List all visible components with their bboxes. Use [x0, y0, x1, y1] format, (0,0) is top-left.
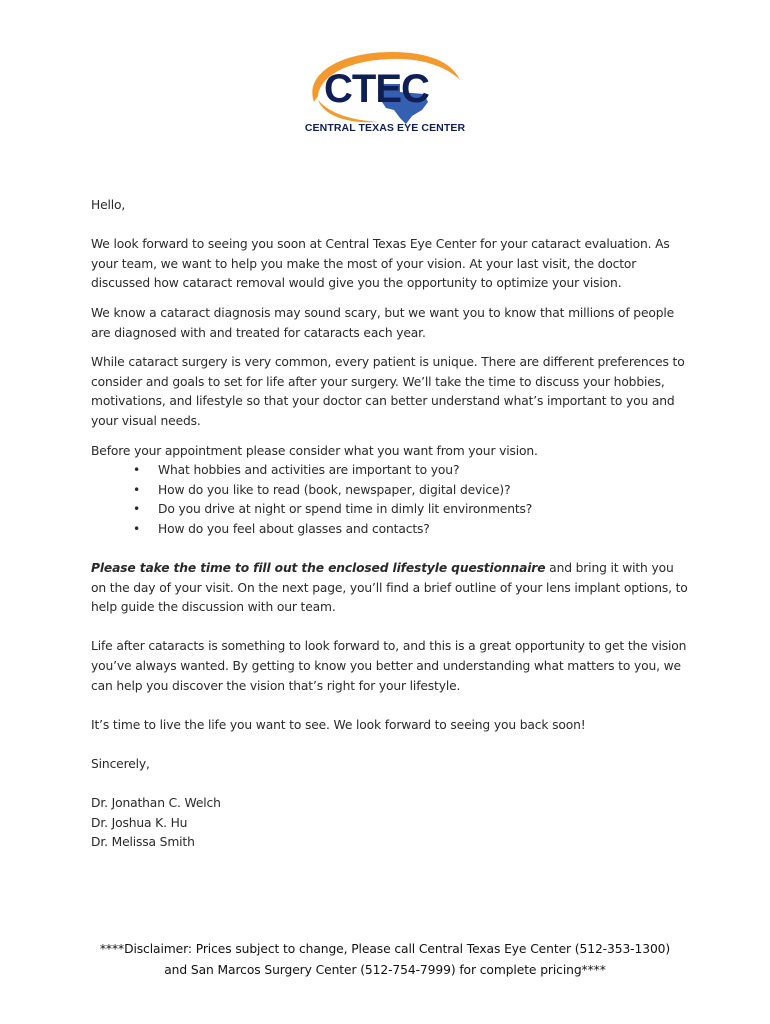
bullet-icon: • [133, 502, 141, 517]
questionnaire-rest: and bring it with you on the day of your visit. On the next page, you’ll find a brief outline of your lens implant options, to help guide the discussion with our team. [91, 561, 688, 615]
bullet-icon: • [133, 482, 141, 497]
questionnaire-emphasis: Please take the time to fill out the enclosed lifestyle questionnaire [91, 561, 546, 576]
pricing-disclaimer [0, 939, 770, 981]
paragraph-intro: We look forward to seeing you soon at Central Texas Eye Center for your cataract evaluation. As your team, we want to help you make the most of your vision. At your last visit, the doctor discussed how cataract removal would give you the opportunity to optimize your vision. [91, 237, 670, 291]
paragraph-unique-patient: While cataract surgery is very common, every patient is unique. There are different preferences to consider and goals to set for life after your surgery. We’ll take the time to discuss your hobbies, motivations, and lifestyle so that your doctor can better understand what’s important to you and your visual needs. [91, 355, 685, 428]
considerations-list [91, 461, 691, 539]
disclaimer-line-1: ****Disclaimer: Prices subject to change, Please call Central Texas Eye Center (512-353-1300) [99, 942, 671, 956]
list-item: • How do you feel about glasses and contacts? [91, 520, 691, 540]
disclaimer-line-2: and San Marcos Surgery Center (512-754-7999) for complete pricing**** [164, 963, 606, 977]
paragraph-closing-line: It’s time to live the life you want to see. We look forward to seeing you back soon! [91, 717, 586, 732]
paragraph-reassurance: We know a cataract diagnosis may sound scary, but we want you to know that millions of people are diagnosed with and treated for cataracts each year. [91, 305, 675, 340]
paragraph-life-after: Life after cataracts is something to look forward to, and this is a great opportunity to get the vision you’ve always wanted. By getting to know you better and understanding what matters to you, we can help you discover the vision that’s right for your lifestyle. [91, 639, 687, 693]
bullet-icon: • [133, 463, 141, 478]
bullet-icon: • [133, 521, 141, 536]
signature-smith: Dr. Melissa Smith [91, 835, 195, 850]
list-item: • How do you like to read (book, newspaper, digital device)? [91, 481, 691, 501]
signature-welch: Dr. Jonathan C. Welch [91, 796, 221, 811]
ctec-logo-graphic [300, 44, 470, 124]
logo-wordmark: CTEC [324, 67, 429, 111]
paragraph-questionnaire [91, 559, 691, 618]
ctec-logo [300, 44, 470, 140]
greeting: Hello, [91, 198, 126, 212]
list-item: • Do you drive at night or spend time in dimly lit environments? [91, 500, 691, 520]
signature-hu: Dr. Joshua K. Hu [91, 815, 188, 830]
letter-body [91, 196, 691, 853]
paragraph-before-appointment: Before your appointment please consider what you want from your vision. [91, 443, 538, 458]
list-item: • What hobbies and activities are important to you? [91, 461, 691, 481]
logo-subtitle: CENTRAL TEXAS EYE CENTER [304, 122, 466, 134]
closing: Sincerely, [91, 757, 150, 772]
